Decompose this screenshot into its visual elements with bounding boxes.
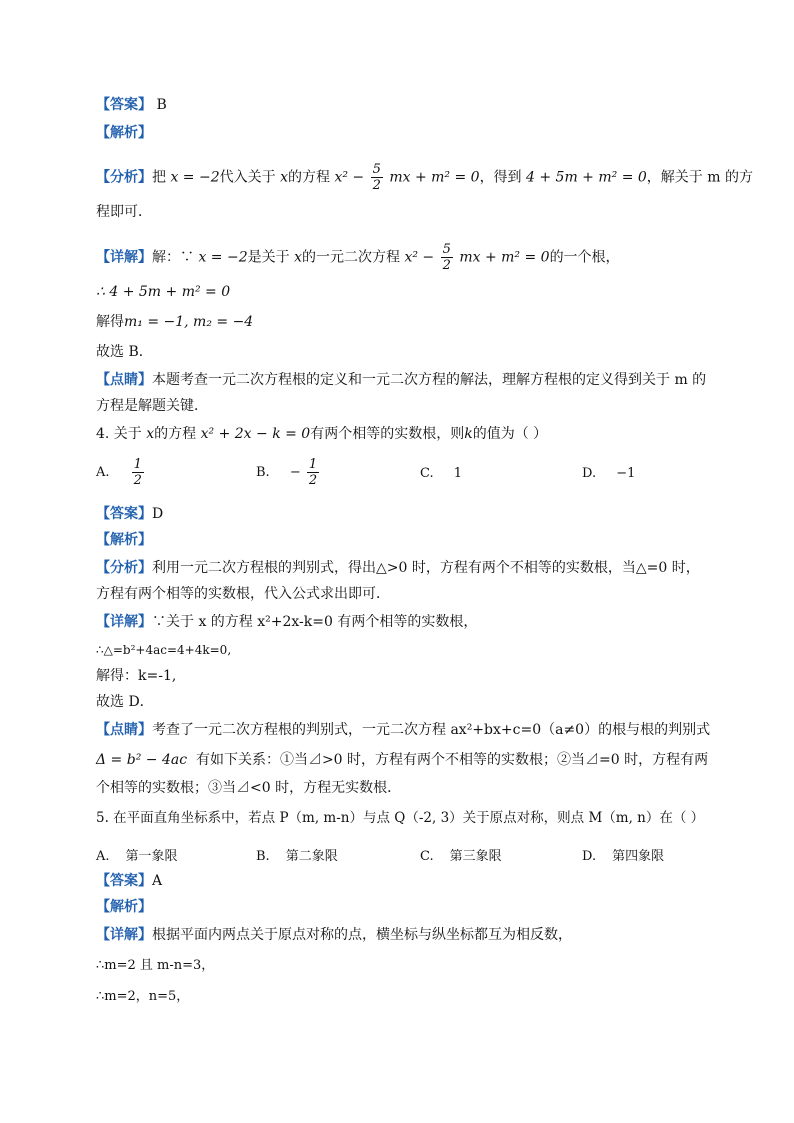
math: x² − xyxy=(334,169,365,186)
text: 把 xyxy=(152,169,166,186)
math: x xyxy=(280,169,288,186)
minus-sign: − xyxy=(289,465,301,480)
option-text: 第四象限 xyxy=(612,849,665,864)
analysis-tag: 【解析】 xyxy=(96,532,152,548)
q4-xiangjie-line3: 解得：k=-1, xyxy=(96,668,177,684)
xiangjie-tag: 【详解】 xyxy=(96,614,152,630)
q4-fenxi-line2: 方程有两个相等的实数根，代入公式求出即可． xyxy=(96,586,390,602)
q5-option-a xyxy=(96,845,178,864)
q3-fenxi-line1 xyxy=(96,162,753,193)
fraction xyxy=(371,162,383,193)
q4-answer-line xyxy=(96,505,163,523)
q4-dianjing-line2 xyxy=(96,751,708,769)
fraction-denominator: 2 xyxy=(308,473,318,488)
q4-xiangjie-line4: 故选 D． xyxy=(96,694,154,710)
text: ，解关于 m 的方 xyxy=(646,169,753,186)
answer-tag: 【答案】 xyxy=(96,873,152,889)
math: x² − xyxy=(404,249,435,266)
text: 解得 xyxy=(96,314,124,330)
option-label: A. xyxy=(96,849,110,864)
q3-step2 xyxy=(96,313,253,331)
q5-xiangjie-line3: ∴m=2，n=5， xyxy=(96,989,190,1004)
q5-option-b xyxy=(256,845,338,864)
text: 是关于 xyxy=(247,249,290,266)
option-text: 第二象限 xyxy=(285,849,338,864)
xiangjie-tag: 【详解】 xyxy=(96,927,152,943)
fraction-denominator: 2 xyxy=(372,178,381,193)
text: 代入关于 xyxy=(219,169,276,186)
option-label: B. xyxy=(256,465,270,480)
text: 的值为（ ） xyxy=(472,426,548,442)
fraction-denominator: 2 xyxy=(133,473,142,488)
text: 有如下关系：①当⊿>0 时，方程有两个不相等的实数根；②当⊿=0 时，方程有两 xyxy=(195,752,709,768)
option-label: C. xyxy=(420,466,434,481)
text: 本题考查一元二次方程根的定义和一元二次方程的解法，理解方程根的定义得到关于 m 的 xyxy=(152,372,707,388)
q4-option-a xyxy=(96,457,146,488)
q3-dianjing-line2: 方程是解题关键． xyxy=(96,398,208,414)
option-label: B. xyxy=(256,849,270,864)
math: x xyxy=(146,426,155,442)
q4-analysis-heading xyxy=(96,531,152,549)
q5-analysis-heading xyxy=(96,898,152,916)
text: 的方程 xyxy=(287,169,330,186)
option-value: 1 xyxy=(453,466,463,481)
q4-dianjing-line3: 个相等的实数根；③当⊿<0 时，方程无实数根． xyxy=(96,780,402,796)
q3-fenxi-line2: 程即可． xyxy=(96,204,152,220)
q5-xiangjie-line2: ∴m=2 且 m-n=3， xyxy=(96,958,215,973)
option-label: C. xyxy=(420,849,434,864)
answer-tag: 【答案】 xyxy=(96,97,152,113)
q4-xiangjie-line1 xyxy=(96,613,477,631)
math: x² + 2x − k = 0 xyxy=(200,426,311,442)
answer-value: B xyxy=(156,97,167,113)
q5-option-c xyxy=(420,845,502,864)
q3-dianjing-line1 xyxy=(96,371,706,389)
fenxi-tag: 【分析】 xyxy=(96,169,152,186)
math: mx + m² = 0 xyxy=(389,169,480,186)
q4-option-b xyxy=(256,457,321,488)
math: m₁ = −1, m₂ = −4 xyxy=(124,314,254,330)
math: x = −2 xyxy=(198,249,248,266)
fraction xyxy=(132,457,144,488)
analysis-tag: 【解析】 xyxy=(96,125,152,141)
answer-value: D xyxy=(152,506,164,522)
q4-option-d xyxy=(582,466,635,481)
fraction-numerator: 1 xyxy=(308,457,318,472)
text: 有两个相等的实数根，则 xyxy=(310,426,465,442)
option-text: 第一象限 xyxy=(125,849,178,864)
q4-fenxi-line1 xyxy=(96,559,700,577)
fraction-numerator: 5 xyxy=(372,162,381,177)
q5-xiangjie-line1 xyxy=(96,926,572,944)
q3-xiangjie-line xyxy=(96,242,620,273)
option-value: −1 xyxy=(616,466,636,481)
fraction xyxy=(441,242,453,273)
text: ∵关于 x 的方程 x²+2x-k=0 有两个相等的实数根， xyxy=(152,614,478,630)
fenxi-tag: 【分析】 xyxy=(96,560,152,576)
q3-analysis-heading xyxy=(96,124,152,142)
q4-stem xyxy=(96,425,547,443)
dianjing-tag: 【点睛】 xyxy=(96,722,152,738)
math: x = −2 xyxy=(170,169,220,186)
math: Δ = b² − 4ac xyxy=(96,752,188,768)
math: x xyxy=(294,249,302,266)
q5-option-d xyxy=(582,845,664,864)
math: k xyxy=(464,426,473,442)
q4-xiangjie-line2: ∴△=b²+4ac=4+4k=0, xyxy=(96,643,232,657)
q4-dianjing-line1 xyxy=(96,721,710,739)
text: 解：∵ xyxy=(152,249,194,266)
answer-tag: 【答案】 xyxy=(96,506,152,522)
text: 的方程 xyxy=(154,426,197,442)
text: 的一个根， xyxy=(549,249,620,266)
text: ，得到 xyxy=(479,169,522,186)
analysis-tag: 【解析】 xyxy=(96,899,152,915)
q5-stem: 5. 在平面直角坐标系中，若点 P（m, m-n）与点 Q（-2, 3）关于原点对称，则点 M（m, n）在（ ） xyxy=(96,810,705,826)
option-label: D. xyxy=(582,466,597,481)
q3-step3: 故选 B． xyxy=(96,344,153,360)
option-label: A. xyxy=(96,465,110,480)
text: 的一元二次方程 xyxy=(301,249,400,266)
q5-answer-line xyxy=(96,872,162,890)
fraction-numerator: 1 xyxy=(133,457,142,472)
option-text: 第三象限 xyxy=(449,849,502,864)
math: 4 + 5m + m² = 0 xyxy=(526,169,647,186)
option-label: D. xyxy=(582,849,597,864)
fraction-numerator: 5 xyxy=(442,242,451,257)
text: 考查了一元二次方程根的判别式，一元二次方程 ax²+bx+c=0（a≠0）的根与根的判别式 xyxy=(152,722,711,738)
dianjing-tag: 【点睛】 xyxy=(96,372,152,388)
fraction-denominator: 2 xyxy=(442,258,451,273)
fraction xyxy=(307,457,319,488)
q3-step1: ∴ 4 + 5m + m² = 0 xyxy=(96,284,231,300)
q4-option-c xyxy=(420,466,462,481)
text: 利用一元二次方程根的判别式，得出△>0 时，方程有两个不相等的实数根，当△=0 时， xyxy=(152,560,700,576)
answer-value: A xyxy=(152,873,163,889)
math: mx + m² = 0 xyxy=(459,249,550,266)
text: 4. 关于 xyxy=(96,426,142,442)
xiangjie-tag: 【详解】 xyxy=(96,249,152,266)
q3-answer-line xyxy=(96,96,167,114)
text: 根据平面内两点关于原点对称的点，横坐标与纵坐标都互为相反数， xyxy=(152,927,572,943)
